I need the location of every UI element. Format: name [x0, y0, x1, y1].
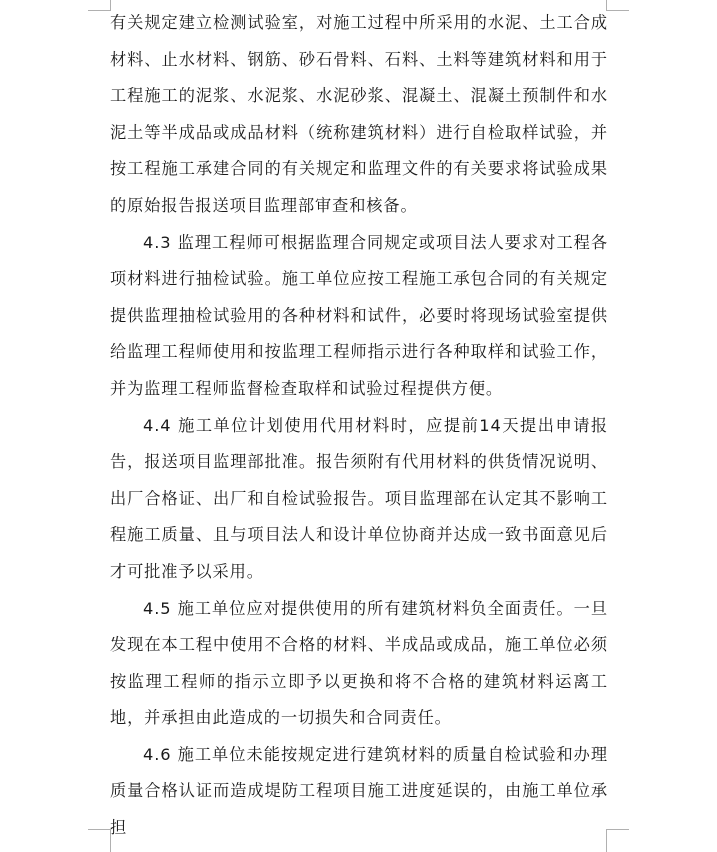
- crop-mark-top-left: [88, 0, 111, 11]
- paragraph-4-6: 4.6 施工单位未能按规定进行建筑材料的质量自检试验和办理质量合格认证而造成堤防工程项目施工进度延误的，由施工单位承担: [110, 744, 608, 838]
- paragraph-4-3: 4.3 监理工程师可根据监理合同规定或项目法人要求对工程各项材料进行抽检试验。施工单位应按工程施工承包合同的有关规定提供监理抽检试验用的各种材料和试件，必要时将现场试验室提供给监理工程师使用和按监理工程师指示进行各种取样和试验工作，并为监理工程师监督检查取样和试验过程提供方便。: [110, 232, 608, 398]
- crop-mark-bottom-left: [88, 829, 111, 852]
- crop-mark-top-right: [606, 0, 629, 11]
- paragraph-continued: 有关规定建立检测试验室，对施工过程中所采用的水泥、土工合成材料、止水材料、钢筋、砂石骨料、石料、土料等建筑材料和用于工程施工的泥浆、水泥浆、水泥砂浆、混凝土、混凝土预制件和水泥土等半成品或成品材料（统称建筑材料）进行自检取样试验，并按工程施工承建合同的有关规定和监理文件的有关要求将试验成果的原始报告报送项目监理部审查和核备。: [110, 13, 608, 215]
- document-body: [110, 5, 608, 847]
- crop-mark-bottom-right: [606, 829, 629, 852]
- paragraph-4-5: 4.5 施工单位应对提供使用的所有建筑材料负全面责任。一旦发现在本工程中使用不合格的材料、半成品或成品，施工单位必须按监理工程师的指示立即予以更换和将不合格的建筑材料运离工地，并承担由此造成的一切损失和合同责任。: [110, 598, 608, 728]
- paragraph-4-4: 4.4 施工单位计划使用代用材料时，应提前14天提出申请报告，报送项目监理部批准。报告须附有代用材料的供货情况说明、出厂合格证、出厂和自检试验报告。项目监理部在认定其不影响工程施工质量、且与项目法人和设计单位协商并达成一致书面意见后才可批准予以采用。: [110, 415, 608, 581]
